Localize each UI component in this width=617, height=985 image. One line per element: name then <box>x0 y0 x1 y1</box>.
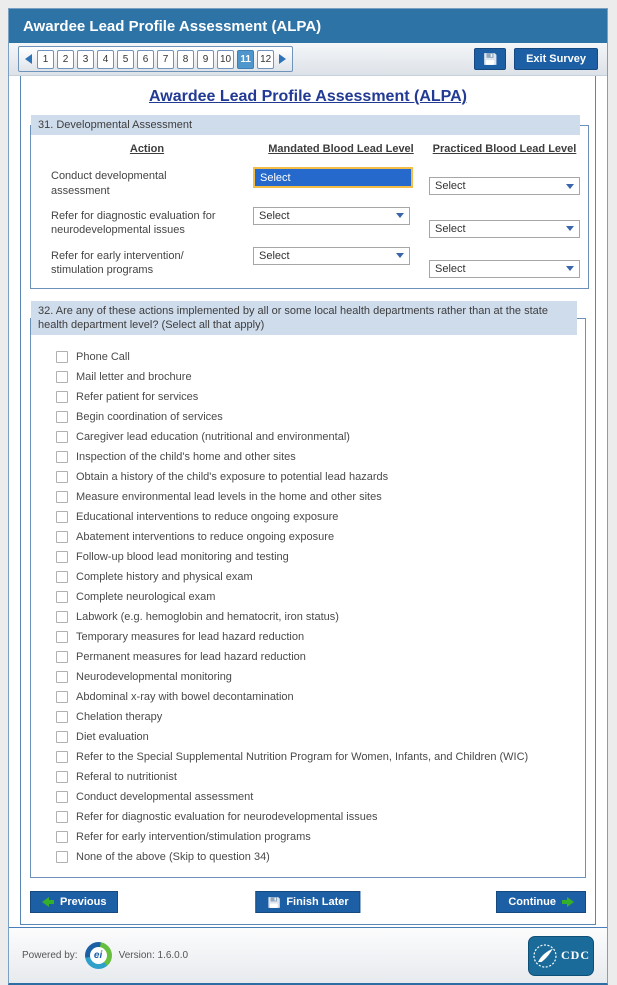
green-left-arrow-icon <box>42 897 54 907</box>
page-button-3[interactable]: 3 <box>77 50 94 69</box>
mandated-select[interactable] <box>253 207 410 225</box>
mandated-select-value: Select <box>259 249 290 262</box>
option-row[interactable] <box>56 567 579 587</box>
survey-content <box>20 76 596 925</box>
checkbox[interactable] <box>56 431 68 443</box>
option-row[interactable] <box>56 487 579 507</box>
checkbox[interactable] <box>56 651 68 663</box>
question-31-header: 31. Developmental Assessment <box>31 115 580 135</box>
checkbox[interactable] <box>56 831 68 843</box>
page-button-8[interactable]: 8 <box>177 50 194 69</box>
checkbox[interactable] <box>56 791 68 803</box>
option-row[interactable] <box>56 687 579 707</box>
previous-button[interactable] <box>30 891 118 913</box>
option-label: Mail letter and brochure <box>76 371 192 384</box>
option-row[interactable] <box>56 467 579 487</box>
page-navigator <box>18 46 293 72</box>
checkbox[interactable] <box>56 611 68 623</box>
checkbox[interactable] <box>56 671 68 683</box>
mandated-select[interactable] <box>253 247 410 265</box>
column-header-action: Action <box>129 143 165 156</box>
exit-survey-button[interactable]: Exit Survey <box>514 48 598 70</box>
action-label: Refer for early intervention/ stimulation programs <box>51 249 184 277</box>
option-label: Obtain a history of the child's exposure to potential lead hazards <box>76 471 389 484</box>
checkbox[interactable] <box>56 551 68 563</box>
option-row[interactable] <box>56 507 579 527</box>
practiced-cell <box>429 247 580 278</box>
version-label: Version: 1.6.0.0 <box>118 950 189 962</box>
ei-logo-icon <box>85 942 112 969</box>
option-row[interactable] <box>56 387 579 407</box>
checkbox[interactable] <box>56 511 68 523</box>
checkbox[interactable] <box>56 571 68 583</box>
continue-button[interactable] <box>496 891 586 913</box>
practiced-select-value: Select <box>435 262 466 275</box>
option-row[interactable] <box>56 667 579 687</box>
app-header <box>9 9 607 43</box>
page-button-11[interactable]: 11 <box>237 50 254 69</box>
option-row[interactable] <box>56 767 579 787</box>
question-32-box <box>30 301 586 879</box>
option-row[interactable] <box>56 827 579 847</box>
question-31-table <box>31 135 588 282</box>
option-label: Measure environmental lead levels in the home and other sites <box>76 491 382 504</box>
option-row[interactable] <box>56 427 579 447</box>
survey-nav <box>30 890 586 914</box>
floppy-disk-icon <box>483 52 497 66</box>
practiced-select[interactable] <box>429 260 580 278</box>
option-label: Chelation therapy <box>76 711 163 724</box>
practiced-select[interactable] <box>429 220 580 238</box>
mandated-select-value: Select <box>259 209 290 222</box>
cdc-logo-text: CDC <box>561 948 590 963</box>
mandated-cell <box>253 247 429 265</box>
previous-label: Previous <box>60 896 107 909</box>
option-label: Refer patient for services <box>76 391 199 404</box>
continue-label: Continue <box>508 896 556 909</box>
option-label: Phone Call <box>76 351 130 364</box>
option-row[interactable] <box>56 627 579 647</box>
checkbox[interactable] <box>56 631 68 643</box>
hhs-eagle-icon <box>532 943 558 969</box>
question-32-options <box>31 335 585 871</box>
page-button-10[interactable]: 10 <box>217 50 234 69</box>
powered-by <box>22 942 188 969</box>
option-label: Diet evaluation <box>76 731 149 744</box>
checkbox[interactable] <box>56 811 68 823</box>
column-header-mandated: Mandated Blood Lead Level <box>268 143 414 156</box>
checkbox[interactable] <box>56 451 68 463</box>
checkbox[interactable] <box>56 851 68 863</box>
option-row[interactable] <box>56 847 579 867</box>
practiced-select-value: Select <box>435 180 466 193</box>
option-label: Permanent measures for lead hazard reduction <box>76 651 306 664</box>
option-row[interactable] <box>56 707 579 727</box>
option-label: Temporary measures for lead hazard reduction <box>76 631 305 644</box>
floppy-disk-icon <box>267 896 280 909</box>
option-label: Refer for diagnostic evaluation for neurodevelopmental issues <box>76 811 378 824</box>
option-label: Referal to nutritionist <box>76 771 177 784</box>
practiced-cell <box>429 207 580 238</box>
checkbox[interactable] <box>56 751 68 763</box>
option-label: Educational interventions to reduce ongoing exposure <box>76 511 339 524</box>
question-32-header: 32. Are any of these actions implemented by all or some local health departments rather than at the state health department level? (Select all that apply) <box>31 301 577 336</box>
column-header-practiced: Practiced Blood Lead Level <box>432 143 577 156</box>
checkbox[interactable] <box>56 531 68 543</box>
option-label: Follow-up blood lead monitoring and testing <box>76 551 289 564</box>
footer <box>9 927 607 983</box>
practiced-cell <box>429 167 580 195</box>
mandated-cell <box>253 167 429 188</box>
option-row[interactable] <box>56 547 579 567</box>
page-button-group <box>37 50 274 69</box>
checkbox[interactable] <box>56 351 68 363</box>
chevron-down-icon <box>566 266 574 271</box>
page-button-6[interactable]: 6 <box>137 50 154 69</box>
option-label: Neurodevelopmental monitoring <box>76 671 232 684</box>
toolbar <box>9 43 607 76</box>
practiced-select-value: Select <box>435 222 466 235</box>
app-title: Awardee Lead Profile Assessment (ALPA) <box>23 17 322 35</box>
toolbar-right <box>474 48 598 70</box>
option-row[interactable] <box>56 747 579 767</box>
checkbox[interactable] <box>56 691 68 703</box>
option-row[interactable] <box>56 607 579 627</box>
checkbox[interactable] <box>56 471 68 483</box>
page-button-12[interactable]: 12 <box>257 50 274 69</box>
action-label: Refer for diagnostic evaluation for neurodevelopmental issues <box>51 209 216 237</box>
survey-window <box>8 8 608 985</box>
option-row[interactable] <box>56 787 579 807</box>
option-row[interactable] <box>56 807 579 827</box>
option-label: None of the above (Skip to question 34) <box>76 851 270 864</box>
page-button-9[interactable]: 9 <box>197 50 214 69</box>
option-row[interactable] <box>56 407 579 427</box>
option-label: Conduct developmental assessment <box>76 791 254 804</box>
option-row[interactable] <box>56 447 579 467</box>
finish-later-button[interactable] <box>255 891 360 913</box>
checkbox[interactable] <box>56 771 68 783</box>
option-label: Inspection of the child's home and other sites <box>76 451 296 464</box>
previous-page-arrow-icon[interactable] <box>25 54 32 64</box>
option-row[interactable] <box>56 727 579 747</box>
mandated-cell <box>253 207 429 225</box>
option-label: Refer to the Special Supplemental Nutrition Program for Women, Infants, and Children (WIC) <box>76 751 529 764</box>
chevron-down-icon <box>396 213 404 218</box>
option-label: Begin coordination of services <box>76 411 223 424</box>
question-31-box <box>30 115 589 289</box>
practiced-select[interactable] <box>429 177 580 195</box>
mandated-select[interactable] <box>253 167 413 188</box>
checkbox[interactable] <box>56 491 68 503</box>
checkbox[interactable] <box>56 391 68 403</box>
option-label: Refer for early intervention/stimulation programs <box>76 831 311 844</box>
page-button-1[interactable]: 1 <box>37 50 54 69</box>
cdc-logo-icon <box>528 936 594 976</box>
chevron-down-icon <box>566 184 574 189</box>
option-row[interactable] <box>56 587 579 607</box>
page-button-7[interactable]: 7 <box>157 50 174 69</box>
chevron-down-icon <box>396 253 404 258</box>
option-row[interactable] <box>56 527 579 547</box>
finish-later-label: Finish Later <box>286 896 349 909</box>
page-button-5[interactable]: 5 <box>117 50 134 69</box>
action-label: Conduct developmental assessment <box>51 170 167 197</box>
option-row[interactable] <box>56 347 579 367</box>
option-row[interactable] <box>56 367 579 387</box>
page-title: Awardee Lead Profile Assessment (ALPA) <box>148 88 468 105</box>
option-row[interactable] <box>56 647 579 667</box>
checkbox[interactable] <box>56 371 68 383</box>
green-right-arrow-icon <box>562 897 574 907</box>
option-label: Caregiver lead education (nutritional and environmental) <box>76 431 350 444</box>
next-page-arrow-icon[interactable] <box>279 54 286 64</box>
page-button-4[interactable]: 4 <box>97 50 114 69</box>
page-button-2[interactable]: 2 <box>57 50 74 69</box>
checkbox[interactable] <box>56 411 68 423</box>
checkbox[interactable] <box>56 731 68 743</box>
option-label: Abatement interventions to reduce ongoing exposure <box>76 531 335 544</box>
option-label: Complete neurological exam <box>76 591 216 604</box>
option-label: Complete history and physical exam <box>76 571 253 584</box>
option-label: Labwork (e.g. hemoglobin and hematocrit, iron status) <box>76 611 339 624</box>
save-button[interactable] <box>474 48 506 70</box>
chevron-down-icon <box>566 226 574 231</box>
option-label: Abdominal x-ray with bowel decontamination <box>76 691 294 704</box>
checkbox[interactable] <box>56 591 68 603</box>
powered-by-label: Powered by: <box>22 950 78 962</box>
mandated-select-value: Select <box>255 169 411 186</box>
checkbox[interactable] <box>56 711 68 723</box>
ei-logo-text: ei <box>90 947 107 964</box>
